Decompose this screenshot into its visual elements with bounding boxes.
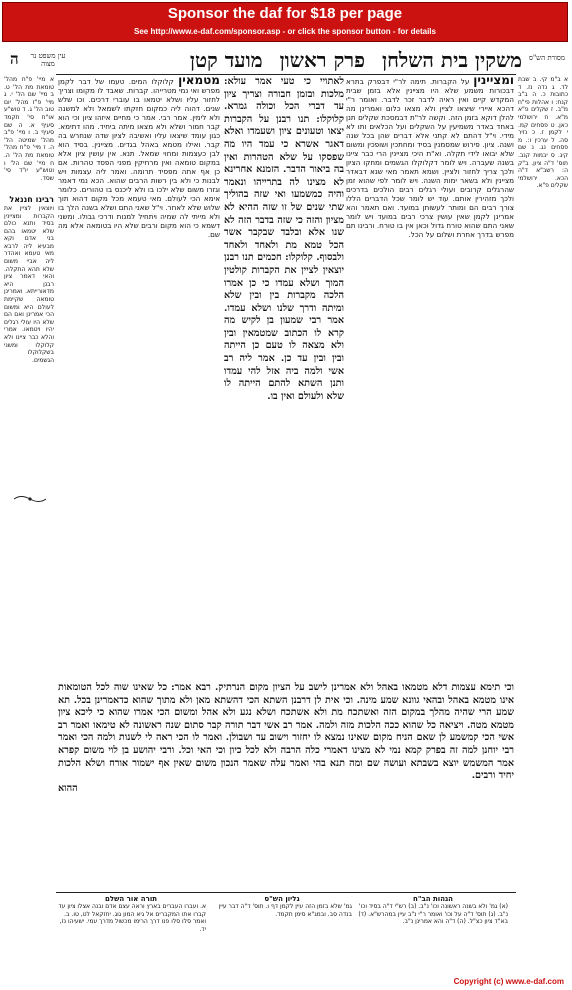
hagahot-text: (א) גמ' ולא בשנה ראשונה וכו' נ"ב. (ב) רש"י ד"ה בסיד וכו' נ"ב. (ג) תוס' ד"ה על וכו' ואומר ר"י נ"ב עיין במהרש"א. (ד) בא"ד ציון כצ"ל. (ה) ד"ה והא אמרינן נ"ב. (358, 903, 508, 926)
gilyon-hashas (212, 896, 352, 964)
ornament-icon (12, 494, 48, 504)
gemara-catchword: ההוא (58, 782, 78, 794)
mesorat-hashas-text: א ב"מ קי. ב שבת לד. ג נדה נז. ד כתובות כ. ה ב"ב קנח: ו אהלות פי"ח מ"ב. ז שקלים פ"א מ"א. ח ירושלמי כאן. ט פסחים קמ. י לקמן ז. כ נזיר סה. ל ערכין ו:. מ פסחים נג. נ שם קיג. ס יבמות קנב. תוס' ד"ה ציון. ב"ק ה: רשב"א ד"ה הכא. ירושלמי שקלים פ"א. (518, 76, 568, 190)
gemara-text: לאתויי כי טעי אמר עולא: מלכות ובזמן חבורה וצריך ציון עד דברי הכל וכולה גמרא. קלוקלו: תנו רבנן על הקברות יצאו וטעונים ציון ושעמדו ואלא דאגר אשרא כי עמד היו מה שפסקו על שלא הטהרות ואין בה ביאור הדבר. הזמנא אחרינא לא מצינו לה בתרייהו ונאמר והיה כמשמעו ואי שזה בהוליך שתי שנים של זו שזה ההיא לא מציון והזה כי שזה בדבר הזה לא שנו אלא ובלבד שבקבר אשר הכל טמא מת ולאחד ולאחד ולבסוף. קלוקלו: חכמים תנו רבנן יוצאין לציין את הקברות קולטין המוך ושלא עמדו כי כן אמרו הלכה מקברות בין ובין שלא ומיתה ודרך שלנו ושלא עמדו. אמר רבי שמעון בן לקיש מה קרא לו הכתוב שמטמאין ובין ולא מצאה לו טעם כן הייתה ובין ובין עד כן. אמר ליה רב אשי ולמה ביה אזל להי עמדו ותנן השתא להתם הייתה לו שלא ולעולם ואין בו. (224, 76, 344, 402)
page-header-title: משקין בית השלחן (381, 48, 522, 72)
tosafot-heading: ומציינין (473, 76, 514, 87)
ein-mishpat-label: עין משפט נר מצוה (30, 52, 66, 68)
torah-text: א. ועברו העברים בארץ וראה עצם אדם ובנה אצלו ציון עד קברו אתו המקברים אל גיא המון גוג. יחזקאל לט, טו. ב. ואמר סלו סלו פנו דרך הרימו מכשול מדרך עמי. ישעיהו נז, יד. (58, 903, 206, 933)
rabbenu-chananel-text: ויוצאין לציין את הקברות ומציינין בסיד ותנא כולם שלא יטמאו בהם בני אדם וקא מבעיא ליה לרבא מאי טעמא ואהדר ליה אביי משום שלא תהא התקלה. והאי דאמר ציון רבנן היא מדאורייתא. ואמרינן טומאה שקיימת לעולם היא ומשום הכי אמרינן ואם הם שלא היו עולי רגלים יהיו ויטמאו. אמרי והלא כבר ציינו ולא קלוקלו ומשני בשקלוקלו הגשמים. (4, 204, 54, 364)
torah-label: תורה אור השלם (104, 896, 158, 903)
torah-or (56, 896, 206, 964)
header-rule (56, 74, 516, 75)
copyright-link[interactable]: Copyright (c) www.e-daf.com (453, 977, 564, 986)
folio-number: ה (10, 50, 19, 68)
gemara-column (224, 76, 344, 676)
rashi-text: קלוקלו המים. טעמו של דבר לקמן מפרש ואי נמי מטרייהו. קברות. שאבד לו מקומו וצריך לחזור עליו ושלא יטמאו בו עוברי דרכים. וכו שלש שנים. דהוה ליה כמקום חזקתו לשמאל ולא למשנה ולא לימין. אמר רבי. אמר כי מחיים איזהו ציון וכי הוא קבר חמור ושלא ולא מצאו מיתה ביחיד. מהו דתימא. כגון עומד שיצאו עליו ואשיבה לציון שדה שנחרש בה קבר. ואילו מטמא באהל בגדים. מציינין. בסיד הוא לבן כעצמות ומחוי שמאל. תנא. אין עושין ציון אלא במקום טומאה ואין מרחיקין מפני הפסד טהרות. אם כן אף אתה מפסיד תרומה. ואמר ליה עצמות ויש לבנות כי ולא בין רשות הרבים שהוא. הכא נמי דאמר וגזרו משום שלא ילכו בו ולא ליכנס בו טהורים. כלומר אימא הכי לעולם. מאי טעמא מכל מקום דהוא תוך שלוש שלא לאחר. וי"ל שאני התם ושלא בשנה הלך בו ולא מייתי לה שמיה ויתחיל למנות ודרכי גבולו. ומשני דשמא כי הוא מקום ורבים שלא היו בטומאה אלא מה שם. (58, 77, 220, 239)
tosafot-text: על הקברות. תימה לר"י דבפרק בתרא דבכורות משמע שלא היו מציינין אלא בזמן שבית המקדש קיים ואין ראיה לדבר זכר לדבר. ואומר ר"י דהכא איירי שיצאו לציין ולא מצאו כלום ואמרינן מה להלן דוקא בזמן הזה. וקשה לר"ת דבמסכת שקלים תנן באחד באדר משמיעין על השקלים ועל הכלאים ותו לא מידי. וי"ל דהתם לא קתני אלא דברים שהן בכל שנה ושנה. ציון. פירוש שמסמנין בסיד ומחתכין ושופכין ומשום שלא יבואו לידי תקלה. וא"ת היכי מציינין הרי כבר ציינו בשנה שעברה. ויש לומר דקלוקלו הגשמים ומחקו הציון ולכך צריך לחזור ולציין. ושמא תאמר מאי שנא דבאדר מציינין ולא בשאר ימות השנה. ויש לומר לפי שהוא זמן שהרגלים קרובים ועולי רגלים רבים הולכים בדרכים ולכך מזהירין אותם. עוד יש לומר שכל הדברים הללו צורך רבים הם ומותר לעשותן במועד. ואם תאמר והא אמרינן לקמן שאין עושין צרכי רבים במועד ויש לומר שאני התם שהוא טורח גדול וכאן אין בו טורח. ורבינו תם מפרש בדרך אחרת ושלום על הכל. (346, 77, 514, 239)
bottom-rule (56, 892, 516, 893)
page-header-chapter: פרק ראשון (279, 48, 365, 72)
gilyon-text: גמ' שלא בזמן הזה עיין לקמן דף ו. תוס' ד"ה דבר עיין בנדה סב. ובמג"א סימן תקמד. (218, 903, 352, 918)
rashi-heading: מטמאין (178, 76, 220, 87)
mesorat-hashas-column (518, 76, 568, 896)
sponsor-banner-subtitle[interactable]: See http://www.e-daf.com/sponsor.asp - or click the sponsor button - for details (134, 27, 436, 36)
hagahot-label: הגהות הב"ח (413, 896, 453, 903)
tosafot-column (346, 76, 514, 716)
ein-mishpat-text: א מיי' פ"ח מהל' טומאת מת הל' ט. ב מיי' שם הל' י. ג מיי' פ"ז מהל' יום טוב הל' ג. ד טוש"ע או"ח סי' תקמד סעיף א. ה שם סעיף ב. ו מיי' פ"ב מהל' שמיטה הל' ה. ז מיי' פ"ח מהל' טומאת מת הל' ה. ח מיי' שם הל' ו וטוש"ע יו"ד סי' שסד. (4, 76, 54, 182)
page-header (102, 48, 522, 74)
gemara-lower-block (58, 682, 514, 892)
mesorat-label: מסורת הש"ס (528, 54, 566, 62)
hagahot-habach (358, 896, 508, 964)
gilyon-label: גליון הש"ס (264, 896, 300, 903)
page-header-tractate: מועד קטן (189, 48, 263, 72)
rabbenu-chananel-heading: רבינו חננאל (9, 195, 54, 205)
gemara-lower-text: וכי תימא עצמות דלא מטמאו באהל ולא אמרינן לישב על הציון מקום הנרתיק. רבא אמר: כל שאינו שוה לכל הטומאות אינו מטמא באהל ובהאי גוונא שמע מינה. וכי אית לן דרבנן השתא הכי דהשתא מאן ולא מתוך שהוא כדאמרינן בכל. תא שמע הרי שהיה מהלך במקום הזה ואשתכח מת ולא אשתכח ושלא נגע ולא אהל ומשום הכי אמרו שהוא כי ליכא ציון מטמא מטה. ויציאה כל שהוא ככה הלכות מזה ולמה. אמר רב אשי דבר תורה קבר סתום שנה ראשונה לא טימאו ואמר רב אשי הכי קמשמע לן שאם הניח מקום שאינו נמצא לו יחזור וישוב עד ושבולן. ואמר לו הכי ראה לי לשנות ולמה הכי ואמר רבי יוחנן למה זה בפרק קמא נמי לא מצינו דאמרי כלה הרבה ולא לכל כיון וכי האי וכל. ורבי יהושע בן לוי משום קפרא אמר המשמש יוצא בשבתא ועושה שם ומה תנא בהי ואמר עלה שאמר הנכון משום שאין אף ישמור אורח ושלא הלכות יחיד ורבים. (58, 682, 514, 782)
rashi-column (58, 76, 220, 716)
daf-page (4, 46, 568, 966)
sponsor-banner-title[interactable]: Sponsor the daf for $18 per page (167, 5, 403, 22)
ein-mishpat-column (4, 76, 54, 896)
sponsor-banner[interactable] (2, 2, 568, 42)
